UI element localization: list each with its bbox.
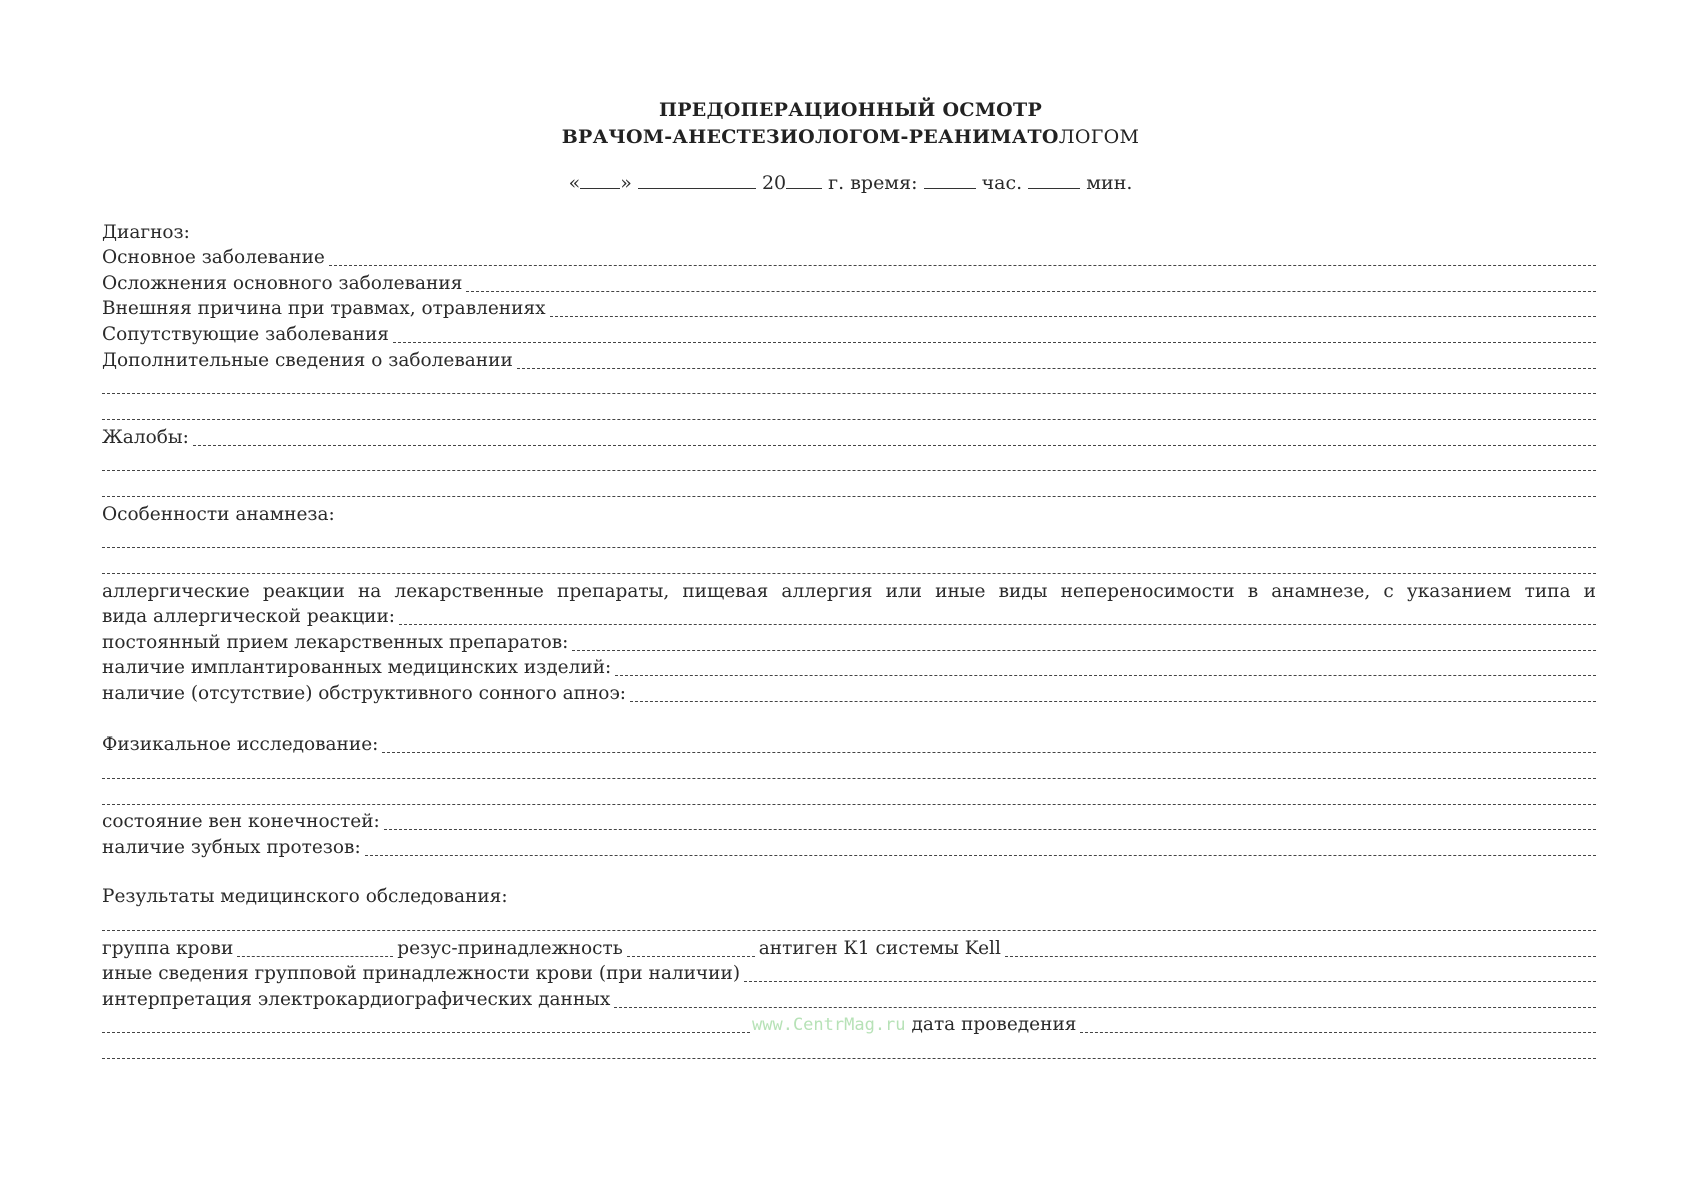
allergy-row — [102, 606, 1596, 628]
blank-line-row — [102, 478, 1596, 500]
form-title-line1: ПРЕДОПЕРАЦИОННЫЙ ОСМОТР — [658, 99, 1043, 121]
day-field[interactable] — [580, 174, 620, 189]
dentures-row — [102, 837, 1596, 859]
rhesus-label: резус-принадлежность — [397, 938, 623, 959]
year-field[interactable] — [786, 174, 822, 189]
comorbid-row — [102, 324, 1596, 346]
complications-field[interactable] — [466, 290, 1596, 292]
physical-field[interactable] — [382, 751, 1596, 753]
allergy-text-line1: аллергические реакции на лекарственные препараты, пищевая аллергия или иные виды непереносимости в анамнезе, с указанием типа и — [102, 581, 1596, 602]
diagnosis-heading-row — [102, 222, 1596, 244]
form-title-line2 — [0, 126, 1701, 148]
ecg-date-row — [102, 1014, 1596, 1036]
blood-row — [102, 938, 1596, 960]
date-time-line — [0, 172, 1701, 194]
blank-line[interactable] — [102, 495, 1596, 497]
blank-line-row — [102, 786, 1596, 808]
diagnosis-heading: Диагноз: — [102, 222, 190, 243]
other-blood-row — [102, 963, 1596, 985]
allergy-label: вида аллергической реакции: — [102, 606, 396, 627]
form-title-line2-thin: ЛОГОМ — [1058, 126, 1140, 148]
implants-label: наличие имплантированных медицинских изделий: — [102, 657, 612, 678]
blank-line-row — [102, 555, 1596, 577]
year-prefix: 20 — [761, 172, 787, 194]
complications-label: Осложнения основного заболевания — [102, 273, 463, 294]
minute-field[interactable] — [1028, 174, 1080, 189]
blank-line-row — [102, 401, 1596, 423]
external-cause-row — [102, 298, 1596, 320]
minute-label: мин. — [1086, 172, 1133, 194]
blank-line[interactable] — [102, 572, 1596, 574]
month-field[interactable] — [638, 174, 756, 189]
blank-line-row — [102, 912, 1596, 934]
additional-info-label: Дополнительные сведения о заболевании — [102, 350, 513, 371]
meds-row — [102, 632, 1596, 654]
veins-label: состояние вен конечностей: — [102, 811, 380, 832]
meds-field[interactable] — [572, 649, 1596, 651]
apnea-label: наличие (отсутствие) обструктивного сонного апноэ: — [102, 683, 627, 704]
complaints-row — [102, 427, 1596, 449]
comorbid-label: Сопутствующие заболевания — [102, 324, 389, 345]
blank-line[interactable] — [102, 777, 1596, 779]
blank-line-row — [102, 1040, 1596, 1062]
complaints-field[interactable] — [193, 444, 1596, 446]
hour-label: час. — [981, 172, 1023, 194]
hour-field[interactable] — [924, 174, 976, 189]
main-disease-row — [102, 247, 1596, 269]
form-title-line2-bold: ВРАЧОМ-АНЕСТЕЗИОЛОГОМ-РЕАНИМАТО — [561, 126, 1059, 148]
date-done-label: дата проведения — [911, 1014, 1077, 1035]
apnea-row — [102, 683, 1596, 705]
meds-label: постоянный прием лекарственных препаратов: — [102, 632, 569, 653]
complications-row — [102, 273, 1596, 295]
external-cause-label: Внешняя причина при травмах, отравлениях — [102, 298, 546, 319]
blank-line[interactable] — [102, 392, 1596, 394]
blank-line-row — [102, 452, 1596, 474]
implants-field[interactable] — [615, 674, 1596, 676]
physical-label: Физикальное исследование: — [102, 734, 379, 755]
blood-group-field[interactable] — [237, 955, 393, 957]
additional-info-field[interactable] — [517, 367, 1596, 369]
ecg-label: интерпретация электрокардиографических данных — [102, 989, 611, 1010]
other-blood-field[interactable] — [744, 980, 1596, 982]
kell-label: антиген К1 системы Kell — [758, 938, 1001, 959]
time-label: г. время: — [828, 172, 918, 194]
ecg-field[interactable] — [614, 1006, 1596, 1008]
blank-line[interactable] — [102, 929, 1596, 931]
blood-group-label: группа крови — [102, 938, 234, 959]
blank-line[interactable] — [102, 1057, 1596, 1059]
comorbid-field[interactable] — [393, 341, 1596, 343]
blank-line-row — [102, 375, 1596, 397]
date-done-field[interactable] — [1080, 1031, 1596, 1033]
blank-line[interactable] — [102, 803, 1596, 805]
veins-row — [102, 811, 1596, 833]
blank-line-row — [102, 529, 1596, 551]
anamnesis-heading-row — [102, 504, 1596, 526]
external-cause-field[interactable] — [550, 315, 1596, 317]
other-blood-label: иные сведения групповой принадлежности крови (при наличии) — [102, 963, 741, 984]
physical-row — [102, 734, 1596, 756]
implants-row — [102, 657, 1596, 679]
apnea-field[interactable] — [630, 700, 1596, 702]
anamnesis-heading: Особенности анамнеза: — [102, 504, 335, 525]
kell-field[interactable] — [1005, 955, 1596, 957]
veins-field[interactable] — [384, 828, 1596, 830]
main-disease-field[interactable] — [329, 264, 1596, 266]
dentures-field[interactable] — [365, 854, 1596, 856]
ecg-row — [102, 989, 1596, 1011]
blank-line[interactable] — [102, 546, 1596, 548]
additional-info-row — [102, 350, 1596, 372]
blank-line-row — [102, 760, 1596, 782]
date-close-quote: » — [620, 172, 632, 194]
complaints-label: Жалобы: — [102, 427, 189, 448]
blank-line[interactable] — [102, 418, 1596, 420]
ecg-continuation-field[interactable] — [102, 1031, 750, 1033]
allergy-field[interactable] — [399, 623, 1596, 625]
rhesus-field[interactable] — [627, 955, 755, 957]
results-heading-row — [102, 886, 1596, 908]
results-heading: Результаты медицинского обследования: — [102, 886, 508, 907]
watermark: www.CentrMag.ru — [752, 1015, 906, 1035]
date-open-quote: « — [568, 172, 581, 194]
main-disease-label: Основное заболевание — [102, 247, 325, 268]
blank-line[interactable] — [102, 469, 1596, 471]
dentures-label: наличие зубных протезов: — [102, 837, 361, 858]
